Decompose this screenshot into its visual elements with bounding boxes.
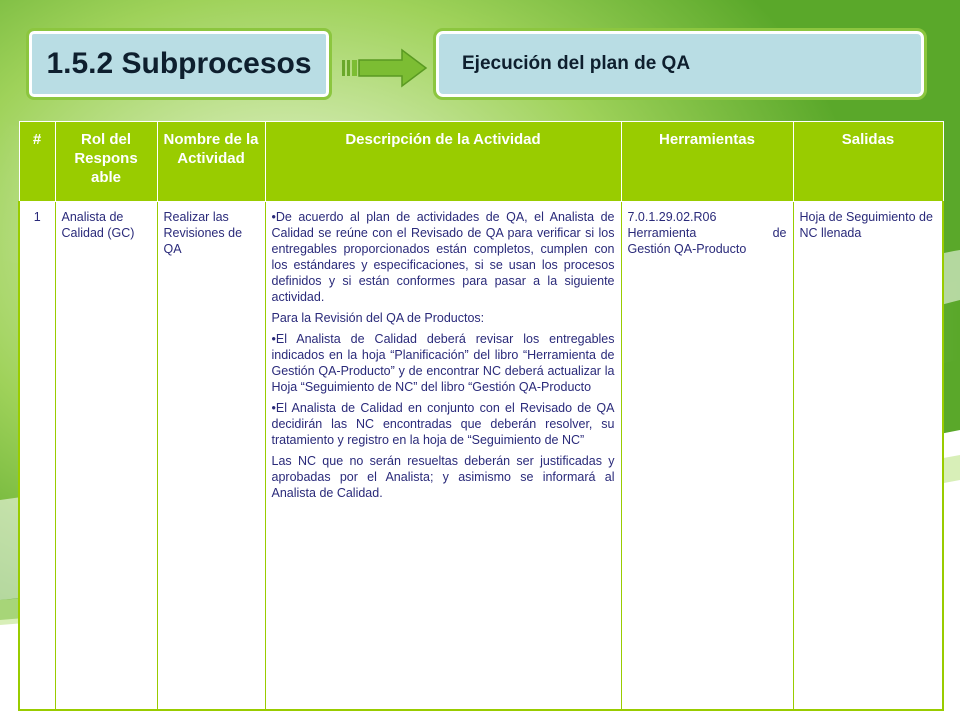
cell-nombre: Realizar las Revisiones de QA [157,202,265,710]
cell-num: 1 [19,202,55,710]
cell-herramientas [621,202,793,710]
cell-rol: Analista de Calidad (GC) [55,202,157,710]
header-num: # [19,122,55,202]
arrow-right-icon [340,46,428,90]
cell-descripcion [265,202,621,710]
header-rol: Rol del Respons able [55,122,157,202]
herramientas-word-1: Herramienta [627,226,697,240]
herramientas-line [628,225,787,241]
title-box [26,28,332,100]
herramientas-code: 7.0.1.29.02.R06 [627,210,717,224]
header-descripcion: Descripción de la Actividad [265,122,621,202]
cell-salidas: Hoja de Seguimiento de NC llenada [793,202,943,710]
subtitle-box [433,28,927,100]
slide-subtitle: Ejecución del plan de QA [462,53,691,74]
slide-title: 1.5.2 Subprocesos [46,47,312,80]
header-herramientas: Herramientas [621,122,793,202]
descripcion-paragraph-5: Las NC que no serán resueltas deberán ser justificadas y aprobadas por el Analista; y asimismo se informará al Analista de Calidad. [271,454,615,500]
table-header-row [19,122,943,202]
descripcion-paragraph-4: •El Analista de Calidad en conjunto con el Revisado de QA decidirán las NC encontradas que deberán resolver, su tratamiento y registro en la hoja de “Seguimiento de NC” [271,401,615,447]
descripcion-paragraph-1: •De acuerdo al plan de actividades de QA, el Analista de Calidad se reúne con el Revisado de QA para verificar si los entregables proporcionados están completos, cumplen con los estándares y especificaciones, si se usan los procesos definidos y si están conformes para pasar a la siguiente actividad. [271,210,615,304]
table-row [19,202,943,710]
header-salidas: Salidas [793,122,943,202]
descripcion-paragraph-3: •El Analista de Calidad deberá revisar los entregables indicados en la hoja “Planificación” del libro “Herramienta de Gestión QA-Producto” y de encontrar NC deberá actualizar la Hoja “Seguimiento de NC” del libro “Gestión QA-Producto [271,332,615,394]
herramientas-word-2: de [772,226,787,240]
activity-table [18,121,944,711]
descripcion-paragraph-2: Para la Revisión del QA de Productos: [271,311,485,325]
herramientas-rest: Gestión QA-Producto [627,242,747,256]
header-nombre: Nombre de la Actividad [157,122,265,202]
